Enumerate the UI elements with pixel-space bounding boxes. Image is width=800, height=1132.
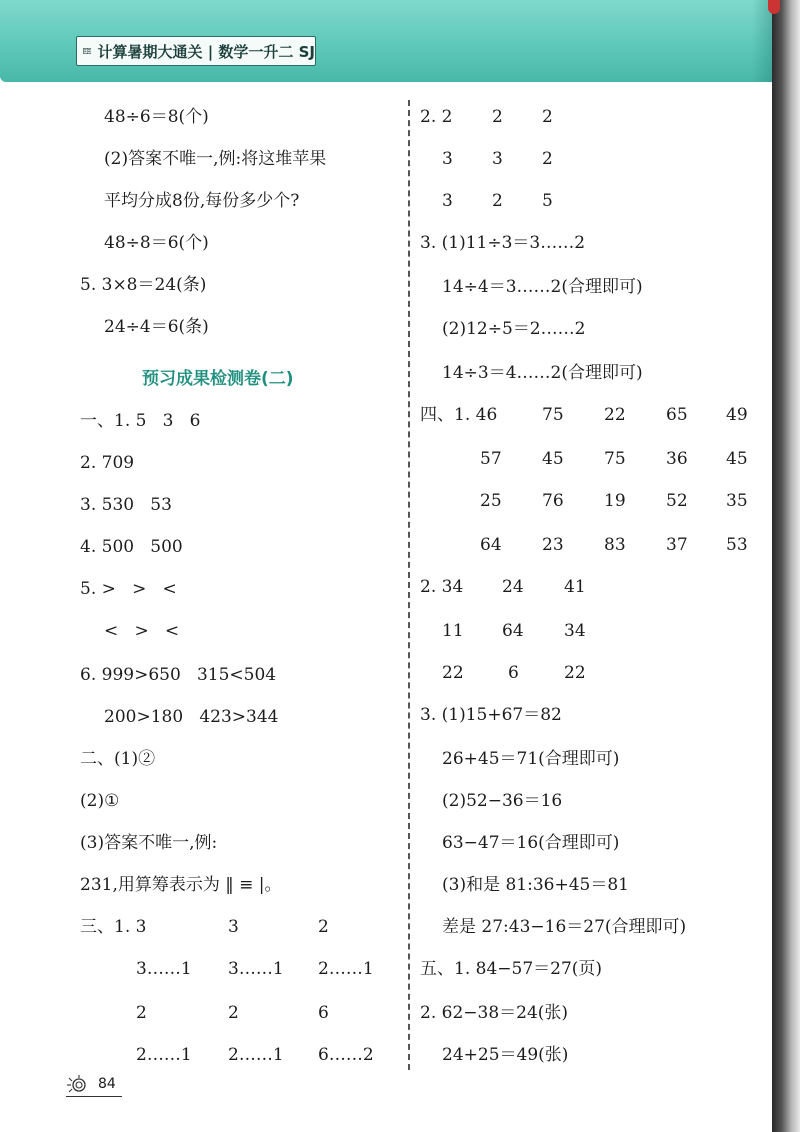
answer-line: 24÷4＝6(条)	[104, 317, 209, 337]
grid-cell: 57	[480, 449, 502, 469]
answer-line: 5. > > <	[80, 579, 177, 599]
answer-line: 四、1. 46	[420, 405, 498, 425]
page-underline	[66, 1096, 122, 1097]
grid-cell: 11	[442, 621, 464, 641]
bookmark-tab	[768, 0, 780, 14]
grid-cell: 23	[542, 535, 564, 555]
grid-cell: 45	[542, 449, 564, 469]
answer-line: (3)和是 81:36+45＝81	[442, 875, 629, 895]
grid-cell: 6……2	[318, 1045, 374, 1065]
grid-cell: 75	[542, 405, 564, 425]
answer-line: 3. (1)15+67＝82	[420, 705, 562, 725]
grid-cell: 2……1	[318, 959, 374, 979]
answer-line: 五、1. 84−57＝27(页)	[420, 959, 603, 979]
grid-cell: 2……1	[136, 1045, 192, 1065]
grid-cell: 3	[442, 191, 453, 211]
answer-line: 2. 34	[420, 577, 464, 597]
answer-line: 一、1. 5 3 6	[80, 411, 201, 431]
answer-line: 14÷4＝3……2(合理即可)	[442, 277, 643, 297]
answer-line: 2. 2	[420, 107, 453, 127]
answer-line: 48÷6＝8(个)	[104, 107, 209, 127]
answer-line: 二、(1)②	[80, 749, 156, 769]
grid-cell: 3	[492, 149, 503, 169]
answer-line: 231,用算筹表示为 ‖ ≡ |。	[80, 875, 282, 895]
grid-cell: 5	[542, 191, 553, 211]
page-edge	[772, 0, 800, 1132]
answer-line: 差是 27:43−16＝27(合理即可)	[442, 917, 687, 937]
grid-cell: 35	[726, 491, 748, 511]
grid-cell: 6	[318, 1003, 329, 1023]
answer-line: 3. (1)11÷3＝3……2	[420, 233, 586, 253]
grid-cell: 2	[228, 1003, 239, 1023]
answer-line: 14÷3＝4……2(合理即可)	[442, 363, 643, 383]
page-number: 84	[98, 1076, 116, 1092]
answer-line: 6. 999>650 315<504	[80, 665, 277, 685]
grid-cell: 45	[726, 449, 748, 469]
grid-cell: 2	[318, 917, 329, 937]
answer-line: 24+25＝49(张)	[442, 1045, 569, 1065]
answer-line: 48÷8＝6(个)	[104, 233, 209, 253]
answer-line: 63−47＝16(合理即可)	[442, 833, 620, 853]
header-title: 计算暑期大通关 | 数学一升二 SJ	[97, 42, 315, 61]
grid-cell: 53	[726, 535, 748, 555]
column-divider	[408, 100, 410, 1070]
answer-line: (2)12÷5＝2……2	[442, 319, 586, 339]
section-title: 预习成果检测卷(二)	[142, 369, 294, 389]
answer-line: 3. 530 53	[80, 495, 172, 515]
book-icon	[83, 43, 91, 59]
grid-cell: 2	[542, 149, 553, 169]
grid-cell: 22	[604, 405, 626, 425]
answer-line: (2)①	[80, 791, 120, 811]
grid-cell: 64	[480, 535, 502, 555]
grid-cell: 24	[502, 577, 524, 597]
answer-line: (3)答案不唯一,例:	[80, 833, 218, 853]
answer-line: 三、1. 3	[80, 917, 147, 937]
grid-cell: 22	[564, 663, 586, 683]
grid-cell: 6	[508, 663, 519, 683]
grid-cell: 2	[136, 1003, 147, 1023]
answer-line: 26+45＝71(合理即可)	[442, 749, 620, 769]
grid-cell: 2	[492, 107, 503, 127]
answer-line: (2)答案不唯一,例:将这堆苹果	[104, 149, 327, 169]
book-header	[76, 36, 316, 66]
grid-cell: 3	[442, 149, 453, 169]
grid-cell: 64	[502, 621, 524, 641]
grid-cell: 52	[666, 491, 688, 511]
grid-cell: 3……1	[228, 959, 284, 979]
grid-cell: 76	[542, 491, 564, 511]
answer-line: < > <	[104, 621, 180, 641]
grid-cell: 22	[442, 663, 464, 683]
answer-line: (2)52−36＝16	[442, 791, 563, 811]
grid-cell: 75	[604, 449, 626, 469]
grid-cell: 49	[726, 405, 748, 425]
grid-cell: 83	[604, 535, 626, 555]
snail-icon	[66, 1074, 92, 1094]
answer-line: 2. 709	[80, 453, 135, 473]
grid-cell: 34	[564, 621, 586, 641]
grid-cell: 2……1	[228, 1045, 284, 1065]
grid-cell: 2	[492, 191, 503, 211]
grid-cell: 36	[666, 449, 688, 469]
grid-cell: 2	[542, 107, 553, 127]
grid-cell: 41	[564, 577, 586, 597]
grid-cell: 37	[666, 535, 688, 555]
grid-cell: 25	[480, 491, 502, 511]
grid-cell: 3……1	[136, 959, 192, 979]
answer-line: 5. 3×8＝24(条)	[80, 275, 207, 295]
grid-cell: 19	[604, 491, 626, 511]
answer-line: 平均分成8份,每份多少个?	[104, 191, 300, 211]
answer-line: 2. 62−38＝24(张)	[420, 1003, 569, 1023]
answer-line: 200>180 423>344	[104, 707, 279, 727]
grid-cell: 3	[228, 917, 239, 937]
answer-line: 4. 500 500	[80, 537, 183, 557]
grid-cell: 65	[666, 405, 688, 425]
